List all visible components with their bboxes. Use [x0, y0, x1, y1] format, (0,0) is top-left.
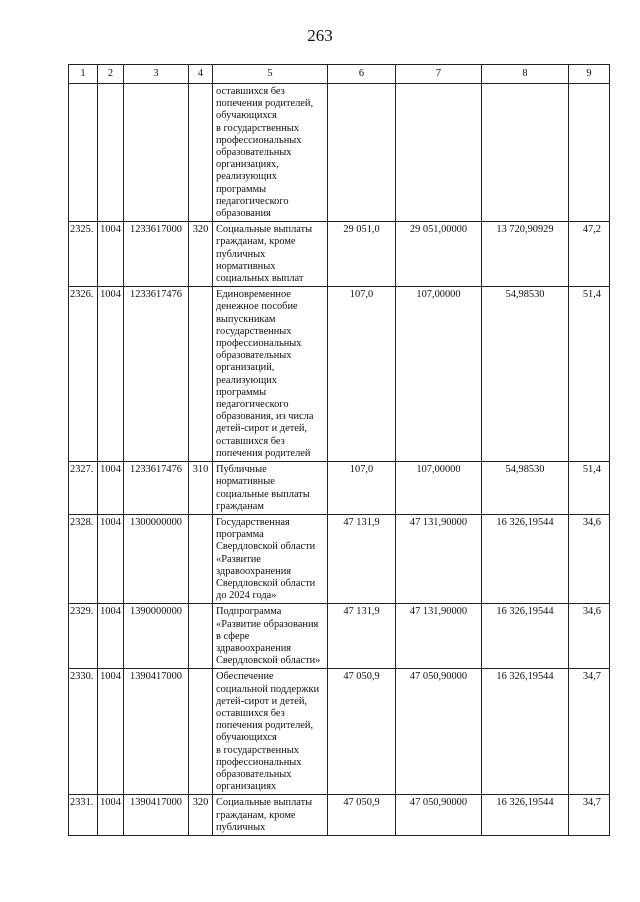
description-line: педагогического: [216, 399, 289, 411]
description-cell: [213, 514, 328, 603]
description-line: образования: [216, 208, 271, 220]
description-line: программы: [216, 386, 267, 398]
description-line: нормативные: [216, 476, 275, 488]
budget-table: [68, 64, 610, 836]
row-number-cell: 2328.: [69, 514, 98, 603]
percent-cell: 34,7: [569, 669, 610, 795]
description-line: программы: [216, 183, 267, 195]
header-cell: 1: [69, 65, 98, 84]
percent-cell: 51,4: [569, 287, 610, 462]
description-line: реализующих: [216, 171, 277, 183]
plan-amount-cell: 47 050,9: [328, 669, 396, 795]
description-line: образования, из числа: [216, 411, 314, 423]
description-line: образовательных: [216, 350, 292, 362]
description-line: до 2024 года»: [216, 590, 277, 602]
page-number: 263: [307, 26, 333, 45]
description-line: социальных выплат: [216, 273, 304, 285]
description-line: Единовременное: [216, 289, 291, 301]
plan-amount-cell: 107,0: [328, 287, 396, 462]
description-line: обучающихся: [216, 110, 277, 122]
refined-amount-cell: [396, 84, 482, 222]
description-line: Государственная: [216, 516, 290, 528]
plan-amount-cell: 47 131,9: [328, 514, 396, 603]
section-code-cell: 1004: [98, 604, 124, 669]
description-line: Подпрограмма: [216, 606, 282, 618]
description-line: Социальные выплаты: [216, 224, 313, 236]
plan-amount-cell: 47 050,9: [328, 795, 396, 836]
description-line: попечения родителей: [216, 447, 311, 459]
header-cell: 7: [396, 65, 482, 84]
table-row: [69, 604, 610, 669]
header-cell: 6: [328, 65, 396, 84]
description-cell: [213, 604, 328, 669]
row-number-cell: 2326.: [69, 287, 98, 462]
description-line: денежное пособие: [216, 301, 298, 313]
description-cell: [213, 669, 328, 795]
target-article-cell: [124, 84, 189, 222]
description-line: Свердловской области: [216, 577, 316, 589]
percent-cell: 34,6: [569, 604, 610, 669]
expense-type-cell: [189, 84, 213, 222]
expense-type-cell: [189, 287, 213, 462]
section-code-cell: 1004: [98, 514, 124, 603]
description-cell: [213, 287, 328, 462]
plan-amount-cell: [328, 84, 396, 222]
header-cell: 9: [569, 65, 610, 84]
header-cell: 8: [482, 65, 569, 84]
description-line: Свердловской области»: [216, 655, 321, 667]
header-cell: 4: [189, 65, 213, 84]
description-line: обучающихся: [216, 732, 277, 744]
plan-amount-cell: 107,0: [328, 462, 396, 515]
refined-amount-cell: 47 050,90000: [396, 795, 482, 836]
expense-type-cell: 310: [189, 462, 213, 515]
description-line: образовательных: [216, 147, 292, 159]
table-row: [69, 669, 610, 795]
description-cell: [213, 84, 328, 222]
target-article-cell: 1233617476: [124, 462, 189, 515]
section-code-cell: 1004: [98, 287, 124, 462]
table-row: [69, 287, 610, 462]
description-line: гражданам, кроме: [216, 809, 296, 821]
description-line: здравоохранения: [216, 565, 292, 577]
description-line: в государственных: [216, 122, 299, 134]
percent-cell: [569, 84, 610, 222]
description-line: организациях,: [216, 159, 279, 171]
description-line: оставшихся без: [216, 707, 285, 719]
description-line: профессиональных: [216, 756, 302, 768]
table-row: [69, 514, 610, 603]
target-article-cell: 1233617476: [124, 287, 189, 462]
description-line: профессиональных: [216, 338, 302, 350]
header-cell: 2: [98, 65, 124, 84]
table-row: [69, 84, 610, 222]
target-article-cell: 1300000000: [124, 514, 189, 603]
description-line: здравоохранения: [216, 642, 292, 654]
description-line: оставшихся без: [216, 435, 285, 447]
description-line: попечения родителей,: [216, 98, 314, 110]
description-line: педагогического: [216, 195, 289, 207]
row-number-cell: 2331.: [69, 795, 98, 836]
refined-amount-cell: 47 131,90000: [396, 514, 482, 603]
description-line: реализующих: [216, 374, 277, 386]
description-line: гражданам: [216, 500, 264, 512]
description-line: детей-сирот и детей,: [216, 695, 308, 707]
executed-amount-cell: 16 326,19544: [482, 669, 569, 795]
description-line: выпускникам: [216, 313, 276, 325]
executed-amount-cell: 16 326,19544: [482, 795, 569, 836]
target-article-cell: 1390417000: [124, 669, 189, 795]
description-line: организаций,: [216, 362, 275, 374]
description-line: попечения родителей,: [216, 720, 314, 732]
description-cell: [213, 462, 328, 515]
description-line: социальной поддержки: [216, 683, 320, 695]
percent-cell: 47,2: [569, 222, 610, 287]
description-line: оставшихся без: [216, 86, 285, 97]
percent-cell: 34,6: [569, 514, 610, 603]
target-article-cell: 1390000000: [124, 604, 189, 669]
description-line: организациях: [216, 781, 277, 793]
refined-amount-cell: 107,00000: [396, 287, 482, 462]
table-row: [69, 222, 610, 287]
description-line: гражданам, кроме: [216, 236, 296, 248]
expense-type-cell: 320: [189, 222, 213, 287]
description-line: Публичные: [216, 464, 267, 476]
description-line: Обеспечение: [216, 671, 274, 683]
header-cell: 3: [124, 65, 189, 84]
target-article-cell: 1390417000: [124, 795, 189, 836]
expense-type-cell: [189, 514, 213, 603]
description-line: профессиональных: [216, 134, 302, 146]
description-line: Свердловской области: [216, 541, 316, 553]
description-line: программа: [216, 529, 264, 541]
description-line: детей-сирот и детей,: [216, 423, 308, 435]
description-line: образовательных: [216, 768, 292, 780]
section-code-cell: [98, 84, 124, 222]
expense-type-cell: [189, 669, 213, 795]
description-line: публичных: [216, 248, 266, 260]
table-row: [69, 795, 610, 836]
executed-amount-cell: 16 326,19544: [482, 514, 569, 603]
description-line: Социальные выплаты: [216, 797, 313, 809]
expense-type-cell: 320: [189, 795, 213, 836]
refined-amount-cell: 47 050,90000: [396, 669, 482, 795]
description-line: «Развитие образования: [216, 618, 319, 630]
executed-amount-cell: 13 720,90929: [482, 222, 569, 287]
description-line: «Развитие: [216, 553, 261, 565]
row-number-cell: [69, 84, 98, 222]
header-cell: 5: [213, 65, 328, 84]
refined-amount-cell: 107,00000: [396, 462, 482, 515]
executed-amount-cell: [482, 84, 569, 222]
refined-amount-cell: 29 051,00000: [396, 222, 482, 287]
description-line: социальные выплаты: [216, 488, 310, 500]
description-cell: [213, 795, 328, 836]
description-cell: [213, 222, 328, 287]
table-header-row: [69, 65, 610, 84]
description-line: в сфере: [216, 630, 250, 642]
description-line: публичных: [216, 821, 266, 833]
refined-amount-cell: 47 131,90000: [396, 604, 482, 669]
section-code-cell: 1004: [98, 462, 124, 515]
plan-amount-cell: 47 131,9: [328, 604, 396, 669]
row-number-cell: 2325.: [69, 222, 98, 287]
plan-amount-cell: 29 051,0: [328, 222, 396, 287]
row-number-cell: 2330.: [69, 669, 98, 795]
row-number-cell: 2329.: [69, 604, 98, 669]
target-article-cell: 1233617000: [124, 222, 189, 287]
executed-amount-cell: 54,98530: [482, 462, 569, 515]
description-line: нормативных: [216, 260, 276, 272]
table-row: [69, 462, 610, 515]
description-line: государственных: [216, 325, 292, 337]
section-code-cell: 1004: [98, 222, 124, 287]
percent-cell: 34,7: [569, 795, 610, 836]
executed-amount-cell: 16 326,19544: [482, 604, 569, 669]
percent-cell: 51,4: [569, 462, 610, 515]
description-line: в государственных: [216, 744, 299, 756]
section-code-cell: 1004: [98, 795, 124, 836]
expense-type-cell: [189, 604, 213, 669]
section-code-cell: 1004: [98, 669, 124, 795]
executed-amount-cell: 54,98530: [482, 287, 569, 462]
row-number-cell: 2327.: [69, 462, 98, 515]
